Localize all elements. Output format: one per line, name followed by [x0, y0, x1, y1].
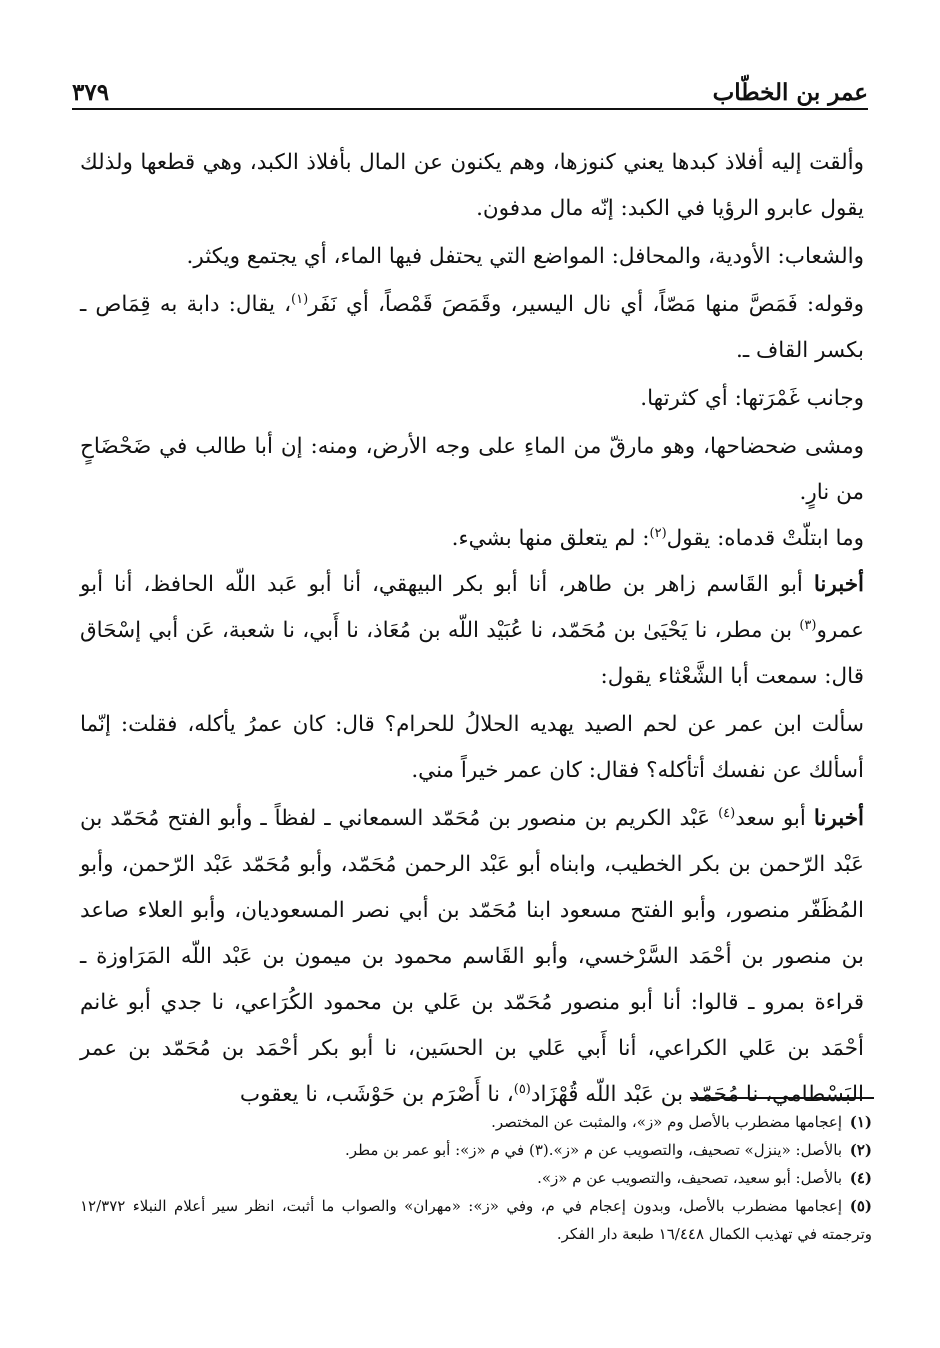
- paragraph: ومشى ضحضاحها، وهو مارقّ من الماءِ على وجه الأرض، ومنه: إن أبا طالب في ضَحْضَاحٍ من نارٍ.: [80, 434, 864, 505]
- paragraph: أخبرنا أبو سعد$^{(٤)}$ عَبْد الكريم بن منصور بن مُحَمّد السمعاني ـ لفظاً ـ وأبو الفتح مُحَمّد بن عَبْد الرّحمن بن بكر الخطيب، وابناه أبو عَبْد الرحمن مُحَمّد، وأبو مُحَمّد عَبْد الرّحمن، وأبو المُظَفّر منصور، وأبو الفتح مسعود ابنا مُحَمّد بن أبي نصر المسعوديان، وأبو العلاء صاعد بن منصور بن أحْمَد السَّرْخسي، وأبو القَاسم محمود بن ميمون بن عَبْد اللّه المَرَاوزة ـ قراءة بمرو ـ قالوا: أنا أبو منصور مُحَمّد بن عَلي بن محمود الكُرَاعي، نا جدي أبو غانم أحْمَد بن عَلي الكراعي، أنا أَبي عَلي بن الحسَين، نا أبو بكر أحْمَد بن مُحَمّد بن عمر البَسْطامي، نا مُحَمّد بن عَبْد اللّه قُهْزَاد$^{(٥)}$، نا أَصْرَم بن حَوْشَب، نا يعقوب: [80, 805, 864, 1107]
- paragraph: أخبرنا أبو القَاسم زاهر بن طاهر، أنا أبو بكر البيهقي، أنا أبو عَبد اللّه الحافظ، أنا أبو عمرو$^{(٣)}$ بن مطر، نا يَحْيَىٰ بن مُحَمّد، نا عُبَيْد اللّه بن مُعَاذ، نا أَبي، نا شعبة، عَن أبي إسْحَاق قال: سمعت أبا الشَّعْثاء يقول:: [80, 572, 864, 689]
- paragraph: والشعاب: الأودية، والمحافل: المواضع التي يحتفل فيها الماء، أي يجتمع ويكثر.: [186, 244, 864, 269]
- footnote-ref[interactable]: (١): [291, 291, 309, 307]
- paragraph: وألقت إليه أفلاذ كبدها يعني كنوزها، وهم يكنون عن المال بأفلاذ الكبد، وهي قطعها ولذلك يقول عابرو الرؤيا في الكبد: إنّه مال مدفون.: [80, 150, 864, 221]
- footnote: (١)إعجامها مضطرب بالأصل وم «ز»، والمثبت عن المختصر.: [491, 1113, 872, 1131]
- paragraph: وجانب غَمْرَتها: أي كثرتها.: [640, 386, 864, 411]
- footnote-ref[interactable]: (٣): [799, 617, 817, 633]
- running-title: عمر بن الخطّاب: [712, 79, 868, 106]
- page-header: [72, 72, 868, 110]
- footnotes: [80, 1108, 872, 1248]
- footnote-divider: [690, 1097, 874, 1099]
- paragraph: وما ابتلّتْ قدماه: يقول$^{(٢)}$: لم يتعلق منها بشيء.: [451, 525, 864, 551]
- akhbarana-label: أخبرنا: [813, 806, 864, 831]
- footnote-ref[interactable]: (٤): [718, 805, 736, 821]
- footnote-ref[interactable]: (٢): [649, 525, 667, 541]
- paragraph: وقوله: فَمَصَّ منها مَصّاً، أي نال اليسير، وقَمَصَ قَمْصاً، أي نَفَر$^{(١)}$، يقال: دابة به قِمَاص ـ بكسر القاف ـ.: [80, 291, 864, 363]
- page-number: ٣٧٩: [72, 79, 110, 106]
- footnote: (٤)بالأصل: أبو سعيد، تصحيف، والتصويب عن م «ز».: [537, 1169, 872, 1187]
- footnote: (٥)إعجامها مضطرب بالأصل، وبدون إعجام في م، وفي «ز»: «مهران» والصواب ما أثبت، انظر سير أعلام النبلاء ١٢/٣٧٢ وترجمته في تهذيب الكمال ١٦/٤٤٨ طبعة دار الفكر.: [80, 1197, 872, 1243]
- footnote: (٢)بالأصل: «ينزل» تصحيف، والتصويب عن م «ز».(٣) في م «ز»: أبو عمر بن مطر.: [345, 1141, 872, 1159]
- footnote-ref[interactable]: (٥): [513, 1081, 531, 1097]
- main-text: [80, 140, 864, 1118]
- akhbarana-label: أخبرنا: [813, 572, 864, 597]
- paragraph: سألت ابن عمر عن لحم الصيد يهديه الحلالُ للحرام؟ قال: كان عمرُ يأكله، فقلت: إنّما أسألك عن نفسك أتأكله؟ فقال: كان عمر خيراً مني.: [80, 712, 864, 783]
